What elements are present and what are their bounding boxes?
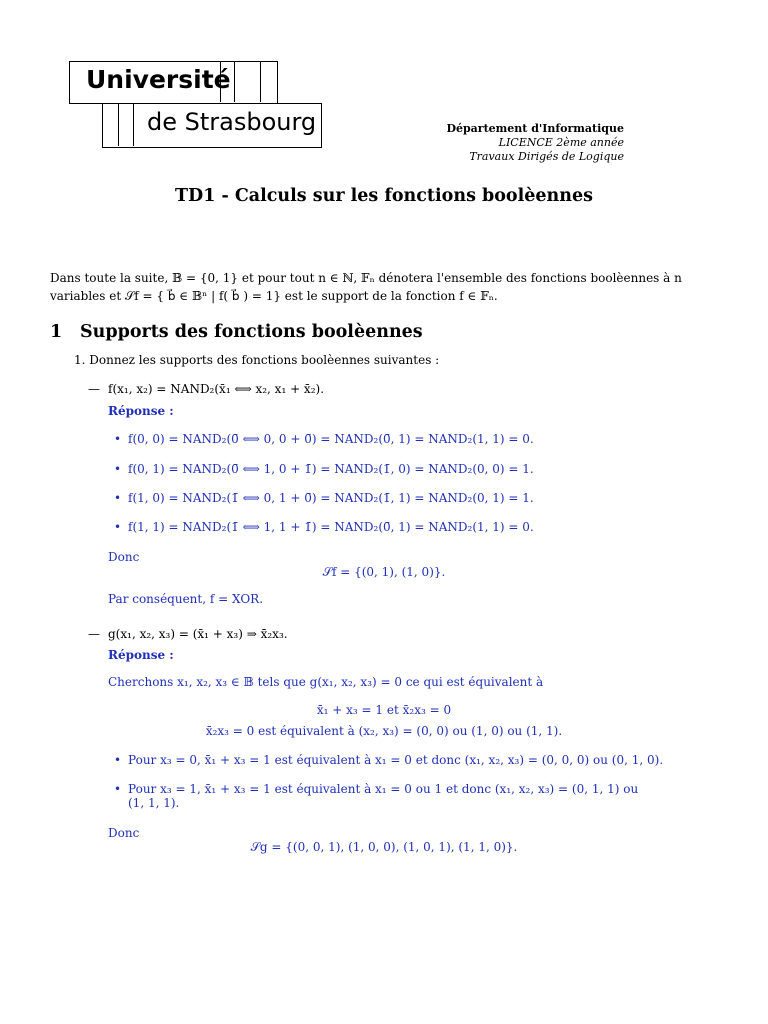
equation-2: x̄₂x₃ = 0 est équivalent à (x₂, x₃) = (0, 0) ou (1, 0) ou (1, 1). xyxy=(205,724,563,738)
page-title: TD1 - Calculs sur les fonctions boolèennes xyxy=(175,186,593,206)
support-g: 𝒮g = {(0, 0, 1), (1, 0, 0), (1, 0, 1), (1, 1, 0)}. xyxy=(250,840,518,854)
logo-divider xyxy=(234,61,235,102)
logo-divider xyxy=(118,103,119,146)
bullet-text: Pour x₃ = 0, x̄₁ + x₃ = 1 est équivalent à x₁ = 0 et donc (x₁, x₂, x₃) = (0, 0, 0) ou (0, 1, 0). xyxy=(128,753,664,767)
intro-line: variables et 𝒮f = { b⃗ ∈ 𝔹ⁿ | f( b⃗ ) = 1} est le support de la fonction f ∈ 𝔽ₙ. xyxy=(50,289,498,303)
department-name: Département d'Informatique xyxy=(446,122,624,135)
bullet-text: f(0, 0) = NAND₂(0̄ ⟺ 0, 0 + 0̄) = NAND₂(0̄, 1) = NAND₂(1, 1) = 0. xyxy=(128,432,534,446)
list-item: • Pour x₃ = 0, x̄₁ + x₃ = 1 est équivalent à x₁ = 0 et donc (x₁, x₂, x₃) = (0, 0, 0) ou (0, 1, 0). xyxy=(114,753,664,767)
list-dash: — xyxy=(88,627,100,641)
answer-label: Réponse : xyxy=(108,404,174,418)
bullet-text: Pour x₃ = 1, x̄₁ + x₃ = 1 est équivalent à x₁ = 0 ou 1 et donc (x₁, x₂, x₃) = (0, 1, 1) ou xyxy=(128,782,639,796)
donc-label: Donc xyxy=(108,550,140,564)
section-number: 1 xyxy=(50,322,63,342)
department-header xyxy=(446,122,624,164)
donc-label: Donc xyxy=(108,826,140,840)
equation-1: x̄₁ + x₃ = 1 et x̄₂x₃ = 0 xyxy=(316,703,452,717)
bullet-text: f(0, 1) = NAND₂(0̄ ⟺ 1, 0 + 1̄) = NAND₂(1̄, 0) = NAND₂(0, 0) = 1. xyxy=(128,462,534,476)
bullet-text: f(1, 0) = NAND₂(1̄ ⟺ 0, 1 + 0̄) = NAND₂(1̄, 1) = NAND₂(0, 1) = 1. xyxy=(128,491,534,505)
section-title: Supports des fonctions boolèennes xyxy=(80,322,423,342)
intro-line: Dans toute la suite, 𝔹 = {0, 1} et pour tout n ∈ ℕ, 𝔽ₙ dénotera l'ensemble des fonctions boolèennes à n xyxy=(50,271,682,285)
section-heading xyxy=(50,322,423,342)
bullet-continuation: (1, 1, 1). xyxy=(128,796,180,810)
logo-text-strasbourg: de Strasbourg xyxy=(147,108,317,136)
course-label: Travaux Dirigés de Logique xyxy=(469,150,624,163)
cherchons-line: Cherchons x₁, x₂, x₃ ∈ 𝔹 tels que g(x₁, x₂, x₃) = 0 ce qui est équivalent à xyxy=(108,675,544,689)
function-f-definition: f(x₁, x₂) = NAND₂(x̄₁ ⟺ x₂, x₁ + x̄₂). xyxy=(108,382,325,396)
support-f: 𝒮f = {(0, 1), (1, 0)}. xyxy=(322,565,446,579)
conclusion-f: Par conséquent, f = XOR. xyxy=(108,592,264,606)
list-item: • f(0, 0) = NAND₂(0̄ ⟺ 0, 0 + 0̄) = NAND₂(0̄, 1) = NAND₂(1, 1) = 0. xyxy=(114,432,534,446)
list-item: • f(1, 1) = NAND₂(1̄ ⟺ 1, 1 + 1̄) = NAND₂(0̄, 1) = NAND₂(1, 1) = 0. xyxy=(114,520,534,534)
bullet-text: f(1, 1) = NAND₂(1̄ ⟺ 1, 1 + 1̄) = NAND₂(0̄, 1) = NAND₂(1, 1) = 0. xyxy=(128,520,534,534)
question-1: 1. Donnez les supports des fonctions boolèennes suivantes : xyxy=(74,353,440,367)
logo-divider xyxy=(133,103,134,146)
logo-divider xyxy=(260,61,261,102)
intro-paragraph xyxy=(50,269,720,305)
list-item: • f(1, 0) = NAND₂(1̄ ⟺ 0, 1 + 0̄) = NAND₂(1̄, 1) = NAND₂(0, 1) = 1. xyxy=(114,491,534,505)
level-label: LICENCE 2ème année xyxy=(498,136,624,149)
list-item: • f(0, 1) = NAND₂(0̄ ⟺ 1, 0 + 1̄) = NAND₂(1̄, 0) = NAND₂(0, 0) = 1. xyxy=(114,462,534,476)
answer-label: Réponse : xyxy=(108,648,174,662)
function-g-definition: g(x₁, x₂, x₃) = (x̄₁ + x₃) ⇒ x̄₂x₃. xyxy=(108,627,288,641)
list-item: • Pour x₃ = 1, x̄₁ + x₃ = 1 est équivalent à x₁ = 0 ou 1 et donc (x₁, x₂, x₃) = (0, 1, 1) ou xyxy=(114,782,639,796)
logo-text-universite: Université xyxy=(86,65,231,94)
list-dash: — xyxy=(88,382,100,396)
